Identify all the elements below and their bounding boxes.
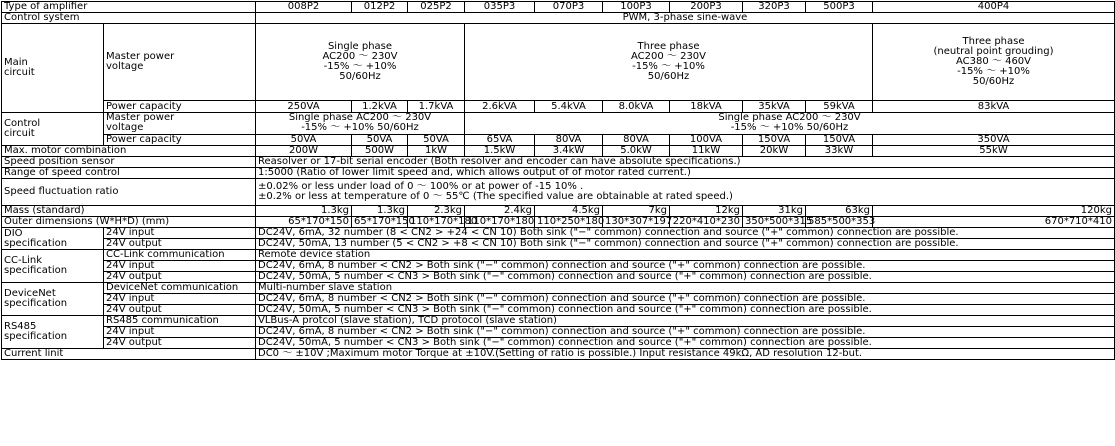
devicenet-comm-value: Multi-number slave station: [256, 283, 1115, 294]
model-008p2: 008P2: [256, 2, 352, 13]
speed-range-label: Range of speed control: [2, 168, 256, 179]
outer-dims-row: [2, 217, 1115, 228]
control-capacity-cell: 50VA: [352, 134, 408, 145]
main-voltage-three-phase: Three phase AC200 ～ 230V -15% ～ +10% 50/60Hz: [465, 24, 873, 101]
main-capacity-cell: 59kVA: [806, 101, 873, 113]
main-master-voltage-row: [2, 24, 1115, 101]
max-motor-cell: 20kW: [743, 146, 806, 157]
control-voltage-right: Single phase AC200 ～ 230V -15% ～ +10% 50/60Hz: [465, 113, 1115, 135]
control-master-voltage-label: Master power voltage: [104, 113, 256, 135]
max-motor-row: [2, 146, 1115, 157]
cclink-label: CC-Link specification: [2, 250, 104, 283]
max-motor-cell: 33kW: [806, 146, 873, 157]
max-motor-cell: 1.5kW: [465, 146, 535, 157]
outer-dims-cell: 65*170*150: [256, 217, 352, 228]
devicenet-input-label: 24V input: [104, 294, 256, 305]
mass-cell: 63kg: [806, 206, 873, 217]
mass-cell: 2.4kg: [465, 206, 535, 217]
outer-dims-cell: 110*250*180: [535, 217, 603, 228]
max-motor-cell: 500W: [352, 146, 408, 157]
mass-cell: 4.5kg: [535, 206, 603, 217]
cclink-input-label: 24V input: [104, 261, 256, 272]
dio-label: DIO specification: [2, 228, 104, 250]
dio-output-label: 24V output: [104, 239, 256, 250]
max-motor-cell: 3.4kW: [535, 146, 603, 157]
rs485-comm-label: RS485 communication: [104, 316, 256, 327]
devicenet-output-row: [2, 305, 1115, 316]
main-capacity-cell: 1.7kVA: [408, 101, 465, 113]
outer-dims-label: Outer dimensions (W*H*D) (mm): [2, 217, 256, 228]
mass-cell: 120kg: [873, 206, 1115, 217]
outer-dims-cell: 350*500*315: [743, 217, 806, 228]
control-system-value: PWM, 3-phase sine-wave: [256, 13, 1115, 24]
control-master-voltage-row: [2, 113, 1115, 135]
cclink-output-row: [2, 272, 1115, 283]
cclink-output-label: 24V output: [104, 272, 256, 283]
model-200p3: 200P3: [670, 2, 743, 13]
max-motor-cell: 5.0kW: [603, 146, 670, 157]
header-row: [2, 2, 1115, 13]
model-500p3: 500P3: [806, 2, 873, 13]
main-power-capacity-row: [2, 101, 1115, 113]
model-035p3: 035P3: [465, 2, 535, 13]
speed-sensor-value: Reasolver or 17-bit serial encoder (Both resolver and encoder can have absolute specifications.): [256, 157, 1115, 168]
rs485-comm-value: VLBus-A protcol (slave station), TCD protocol (slave station): [256, 316, 1115, 327]
model-100p3: 100P3: [603, 2, 670, 13]
control-capacity-cell: 350VA: [873, 134, 1115, 145]
dio-output-value: DC24V, 50mA, 13 number (5 < CN2 > +8 < CN 10) Both sink ("−" common) connection and source ("+" common) connection are possible.: [256, 239, 1115, 250]
main-capacity-cell: 18kVA: [670, 101, 743, 113]
current-limit-row: [2, 349, 1115, 360]
control-voltage-left: Single phase AC200 ～ 230V -15% ～ +10% 50/60Hz: [256, 113, 465, 135]
main-capacity-cell: 8.0kVA: [603, 101, 670, 113]
mass-cell: 7kg: [603, 206, 670, 217]
speed-range-value: 1:5000 (Ratio of lower limit speed and, which allows output of of motor rated current.): [256, 168, 1115, 179]
devicenet-input-value: DC24V, 6mA, 8 number < CN2 > Both sink ("−" common) connection and source ("+" common) connection are possible.: [256, 294, 1115, 305]
dio-input-value: DC24V, 6mA, 32 number (8 < CN2 > +24 < CN 10) Both sink ("−" common) connection and source ("+" common) connection are possible.: [256, 228, 1115, 239]
main-capacity-cell: 2.6kVA: [465, 101, 535, 113]
dio-input-row: [2, 228, 1115, 239]
max-motor-cell: 1kW: [408, 146, 465, 157]
control-system-row: [2, 13, 1115, 24]
outer-dims-cell: 220*410*230: [670, 217, 743, 228]
control-capacity-cell: 50VA: [408, 134, 465, 145]
main-voltage-single-phase: Single phase AC200 ～ 230V -15% ～ +10% 50/60Hz: [256, 24, 465, 101]
mass-cell: 2.3kg: [408, 206, 465, 217]
devicenet-comm-label: DeviceNet communication: [104, 283, 256, 294]
speed-range-row: [2, 168, 1115, 179]
control-capacity-cell: 65VA: [465, 134, 535, 145]
cclink-input-value: DC24V, 6mA, 8 number < CN2 > Both sink ("−" common) connection and source ("+" common) connection are possible.: [256, 261, 1115, 272]
dio-input-label: 24V input: [104, 228, 256, 239]
speed-fluct-row: [2, 179, 1115, 206]
dio-output-row: [2, 239, 1115, 250]
header-label: Type of amplifier: [2, 2, 256, 13]
model-070p3: 070P3: [535, 2, 603, 13]
mass-cell: 31kg: [743, 206, 806, 217]
devicenet-output-value: DC24V, 50mA, 5 number < CN3 > Both sink ("−" common) connection and source ("+" common) connection are possible.: [256, 305, 1115, 316]
main-voltage-three-phase-neutral: Three phase (neutral point grouding) AC380 ～ 460V -15% ～ +10% 50/60Hz: [873, 24, 1115, 101]
control-capacity-cell: 100VA: [670, 134, 743, 145]
speed-fluct-value: ±0.02% or less under load of 0 ～ 100% or at power of -15 10% . ±0.2% or less at temperature of 0 ～ 55℃ (The specified value are obtainable at rated speed.): [256, 179, 1115, 206]
speed-fluct-label: Speed fluctuation ratio: [2, 179, 256, 206]
main-capacity-cell: 250VA: [256, 101, 352, 113]
outer-dims-cell: 110*170*180: [408, 217, 465, 228]
mass-cell: 1.3kg: [352, 206, 408, 217]
control-circuit-label: Control circuit: [2, 113, 104, 146]
rs485-comm-row: [2, 316, 1115, 327]
outer-dims-cell: 670*710*410: [873, 217, 1115, 228]
rs485-output-value: DC24V, 50mA, 5 number < CN3 > Both sink ("−" common) connection and source ("+" common) connection are possible.: [256, 338, 1115, 349]
rs485-input-value: DC24V, 6mA, 8 number < CN2 > Both sink ("−" common) connection and source ("+" common) connection are possible.: [256, 327, 1115, 338]
model-025p2: 025P2: [408, 2, 465, 13]
current-limit-label: Current linit: [2, 349, 256, 360]
amplifier-spec-table: [1, 1, 1115, 360]
main-circuit-label: Main circuit: [2, 24, 104, 113]
max-motor-cell: 55kW: [873, 146, 1115, 157]
devicenet-comm-row: [2, 283, 1115, 294]
model-012p2: 012P2: [352, 2, 408, 13]
rs485-output-row: [2, 338, 1115, 349]
cclink-output-value: DC24V, 50mA, 5 number < CN3 > Both sink ("−" common) connection and source ("+" common) connection are possible.: [256, 272, 1115, 283]
mass-cell: 1.3kg: [256, 206, 352, 217]
max-motor-cell: 11kW: [670, 146, 743, 157]
devicenet-label: DeviceNet specification: [2, 283, 104, 316]
control-power-capacity-label: Power capacity: [104, 134, 256, 145]
control-power-capacity-row: [2, 134, 1115, 145]
devicenet-input-row: [2, 294, 1115, 305]
speed-sensor-label: Speed position sensor: [2, 157, 256, 168]
cclink-input-row: [2, 261, 1115, 272]
control-capacity-cell: 50VA: [256, 134, 352, 145]
control-capacity-cell: 80VA: [535, 134, 603, 145]
cclink-comm-row: [2, 250, 1115, 261]
control-capacity-cell: 150VA: [806, 134, 873, 145]
model-400p4: 400P4: [873, 2, 1115, 13]
cclink-comm-value: Remote device station: [256, 250, 1115, 261]
outer-dims-cell: 130*307*197: [603, 217, 670, 228]
current-limit-value: DC0 ～ ±10V ;Maximum motor Torque at ±10V.(Setting of ratio is possible.) Input resistance 49kΩ, AD resolution 12-but.: [256, 349, 1115, 360]
rs485-input-row: [2, 327, 1115, 338]
main-capacity-cell: 1.2kVA: [352, 101, 408, 113]
main-capacity-cell: 35kVA: [743, 101, 806, 113]
main-capacity-cell: 83kVA: [873, 101, 1115, 113]
model-320p3: 320P3: [743, 2, 806, 13]
control-capacity-cell: 80VA: [603, 134, 670, 145]
rs485-output-label: 24V output: [104, 338, 256, 349]
mass-label: Mass (standard): [2, 206, 256, 217]
mass-row: [2, 206, 1115, 217]
outer-dims-cell: 110*170*180: [465, 217, 535, 228]
control-capacity-cell: 150VA: [743, 134, 806, 145]
main-master-voltage-label: Master power voltage: [104, 24, 256, 101]
main-capacity-cell: 5.4kVA: [535, 101, 603, 113]
cclink-comm-label: CC-Link communication: [104, 250, 256, 261]
outer-dims-cell: 585*500*353: [806, 217, 873, 228]
rs485-input-label: 24V input: [104, 327, 256, 338]
control-system-label: Control system: [2, 13, 256, 24]
rs485-label: RS485 specification: [2, 316, 104, 349]
mass-cell: 12kg: [670, 206, 743, 217]
devicenet-output-label: 24V output: [104, 305, 256, 316]
max-motor-cell: 200W: [256, 146, 352, 157]
speed-sensor-row: [2, 157, 1115, 168]
max-motor-label: Max. motor combination: [2, 146, 256, 157]
main-power-capacity-label: Power capacity: [104, 101, 256, 113]
outer-dims-cell: 65*170*150: [352, 217, 408, 228]
